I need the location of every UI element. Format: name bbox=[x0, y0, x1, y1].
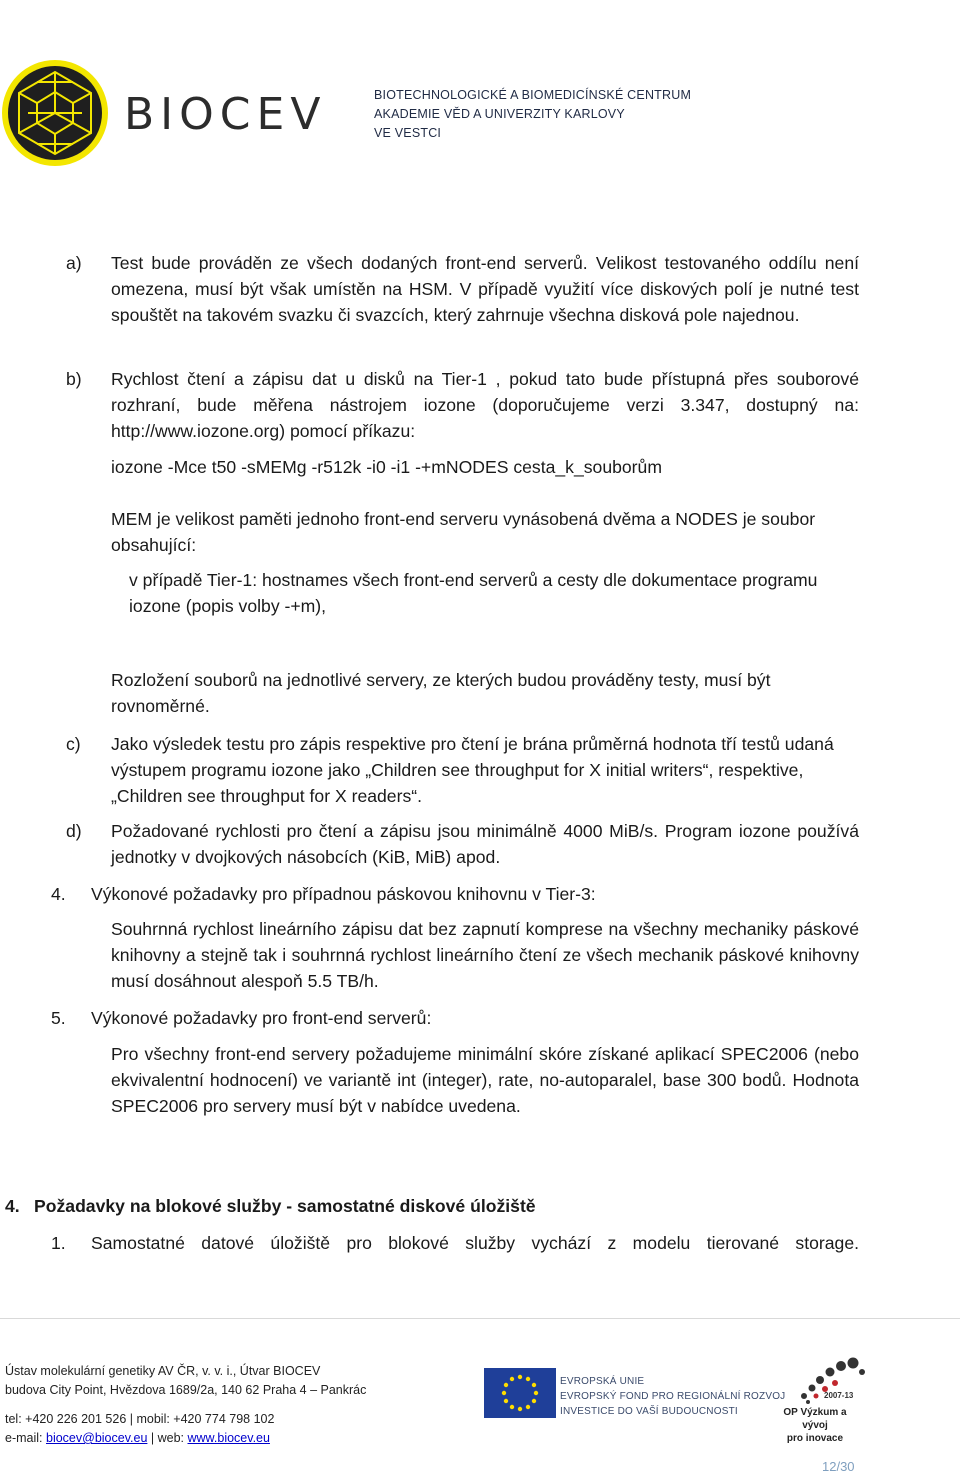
eu-flag bbox=[484, 1368, 556, 1418]
iozone-command: iozone -Mce t50 -sMEMg -r512k -i0 -i1 -+mNODES cesta_k_souborům bbox=[111, 457, 662, 477]
item-a-marker: a) bbox=[66, 253, 82, 273]
nodes-description: v případě Tier-1: hostnames všech front-end serverů a cesty dle dokumentace programu iozone (popis volby -+m), bbox=[129, 570, 818, 616]
footer-divider bbox=[0, 1318, 960, 1319]
footer-email-link[interactable]: biocev@biocev.eu bbox=[46, 1431, 148, 1445]
section-5-text: Pro všechny front-end servery požadujeme minimální skóre získané aplikací SPEC2006 (nebo ekvivalentní hodnocení) ve variantě int (integer), rate, no-autoparalel, base 300 bodů. Hodnota SPEC2006 pro servery musí být v nabídce uvedena. bbox=[111, 1044, 859, 1116]
section-4-text: Souhrnná rychlost lineárního zápisu dat bez zapnutí komprese na všechny mechaniky páskové knihovny a stejně tak i souhrnná rychlost lineárního čtení ze všech mechanik páskové knihovny musí dosáhnout alespoň 5.5 TB/h. bbox=[111, 919, 859, 991]
item-b-marker: b) bbox=[66, 369, 82, 389]
header-line-1: BIOTECHNOLOGICKÉ A BIOMEDICÍNSKÉ CENTRUM bbox=[374, 88, 692, 102]
eu-flag-icon bbox=[484, 1368, 556, 1418]
item-d-text: Požadované rychlosti pro čtení a zápisu jsou minimálně 4000 MiB/s. Program iozone používá jednotky v dvojkových násobcích (KiB, MiB) apod. bbox=[111, 821, 859, 867]
footer-web-link[interactable]: www.biocev.eu bbox=[187, 1431, 270, 1445]
section-4-title: Výkonové požadavky pro případnou páskovou knihovnu v Tier-3: bbox=[91, 884, 596, 904]
block-item-text: Samostatné datové úložiště pro blokové služby vychází z modelu tierované storage. bbox=[91, 1233, 859, 1253]
footer-web-label: | web: bbox=[150, 1431, 185, 1445]
item-c-text: Jako výsledek testu pro zápis respektive pro čtení je brána průměrná hodnota tří testů udaná výstupem programu iozone jako „Children see throughput for X initial writers“, respektive, „Children see throughput for X readers“. bbox=[111, 734, 834, 806]
op-text bbox=[770, 1406, 860, 1445]
op-line-2: pro inovace bbox=[786, 1433, 844, 1444]
section-5-title: Výkonové požadavky pro front-end serverů: bbox=[91, 1008, 432, 1028]
footer-contacts bbox=[5, 1410, 274, 1448]
item-a-text-bound: Test bude prováděn ze všech dodaných front-end serverů. Velikost testovaného oddílu není omezena, musí být však umístěn na HSM. V případě využití více diskových polí je nutné test spouštět na takovém svazku či svazcích, který zahrnuje všechna disková pole najednou. bbox=[111, 253, 859, 325]
footer-line-2: budova City Point, Hvězdova 1689/2a, 140 62 Praha 4 – Pankrác bbox=[5, 1383, 367, 1397]
eu-line-1: EVROPSKÁ UNIE bbox=[560, 1376, 645, 1387]
item-d-marker: d) bbox=[66, 821, 82, 841]
eu-line-2: EVROPSKÝ FOND PRO REGIONÁLNÍ ROZVOJ bbox=[560, 1391, 786, 1402]
item-b-text: Rychlost čtení a zápisu dat u disků na Tier-1 , pokud tato bude přístupná přes souborové rozhraní, bude měřena nástrojem iozone (doporučujeme verzi 3.347, dostupný na: http://www.iozone.org) pomocí příkazu: bbox=[111, 369, 859, 441]
section-5-marker: 5. bbox=[51, 1008, 66, 1028]
biocev-logo-icon bbox=[0, 58, 110, 168]
block-item-marker: 1. bbox=[51, 1233, 66, 1253]
item-c-marker: c) bbox=[66, 734, 81, 754]
header-institution bbox=[374, 86, 691, 143]
footer-email-row bbox=[5, 1429, 274, 1448]
heading-4-title: Požadavky na blokové služby - samostatné diskové úložiště bbox=[34, 1196, 536, 1216]
footer-address bbox=[5, 1362, 366, 1400]
footer-phone: tel: +420 226 201 526 | mobil: +420 774 798 102 bbox=[5, 1412, 275, 1426]
biocev-logo bbox=[0, 58, 110, 168]
mem-description: MEM je velikost paměti jednoho front-end serveru vynásobená dvěma a NODES je soubor obsahující: bbox=[111, 509, 816, 555]
section-4-marker: 4. bbox=[51, 884, 66, 904]
eu-text bbox=[560, 1374, 785, 1419]
header-line-2: AKADEMIE VĚD A UNIVERZITY KARLOVY bbox=[374, 107, 625, 121]
page-number: 12/30 bbox=[822, 1459, 855, 1474]
header-line-3: VE VESTCI bbox=[374, 126, 442, 140]
brand-wordmark: BIOCEV bbox=[124, 89, 327, 140]
heading-4-number: 4. bbox=[5, 1196, 20, 1216]
footer-line-1: Ústav molekulární genetiky AV ČR, v. v. i., Útvar BIOCEV bbox=[5, 1364, 321, 1378]
op-line-1: OP Výzkum a vývoj bbox=[783, 1407, 847, 1431]
op-years: 2007-13 bbox=[824, 1391, 854, 1400]
footer-email-label: e-mail: bbox=[5, 1431, 43, 1445]
distribution-note: Rozložení souborů na jednotlivé servery, ze kterých budou prováděny testy, musí být rovnoměrné. bbox=[111, 670, 771, 716]
eu-line-3: INVESTICE DO VAŠÍ BUDOUCNOSTI bbox=[560, 1406, 738, 1417]
